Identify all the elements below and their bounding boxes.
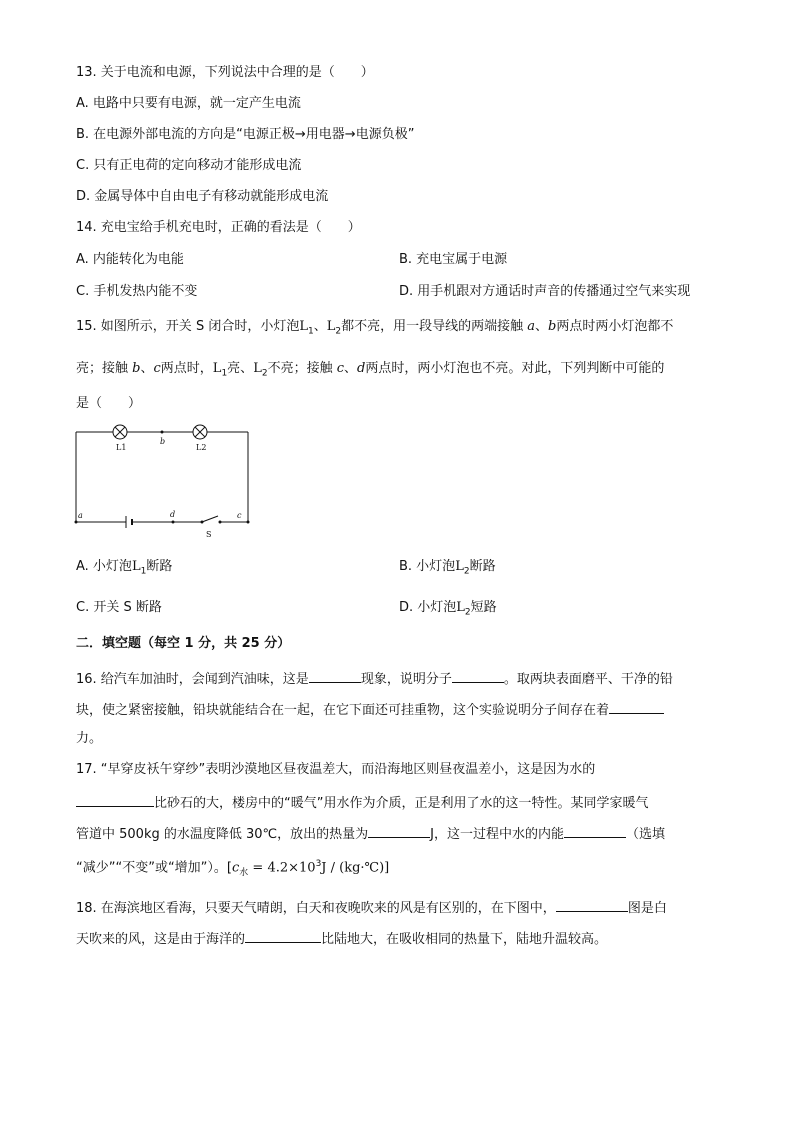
q14-option-b: B. 充电宝属于电源 xyxy=(399,252,508,267)
q17-line-3: 管道中 500kg 的水温度降低 30℃，放出的热量为 J，这一过程中水的内能 （选填 xyxy=(76,823,665,844)
q17-line-1: 17. “早穿皮袄午穿纱”表明沙漠地区昼夜温差大，而沿海地区则昼夜温差小，这是因为水的 xyxy=(76,762,596,777)
blank-17-3[interactable] xyxy=(564,823,626,838)
q17-line-2: 比砂石的大，楼房中的“暖气”用水作为介质，正是利用了水的这一特性。某同学家暖气 xyxy=(76,792,648,813)
blank-16-1[interactable] xyxy=(309,668,361,683)
blank-17-1[interactable] xyxy=(76,792,154,807)
label-a: a xyxy=(78,511,83,520)
section-title: 二．填空题（每空 1 分，共 25 分） xyxy=(76,636,291,651)
q15-line-1: 15. 如图所示，开关 S 闭合时，小灯泡$L_1$、$L_2$都不亮，用一段导线的两端接触 a、b两点时两小灯泡都不 xyxy=(76,319,674,337)
q18-line-1: 18. 在海滨地区看海，只要天气晴朗，白天和夜晚吹来的风是有区别的，在下图中， 图是白 xyxy=(76,897,667,918)
circuit-diagram xyxy=(70,420,260,545)
blank-17-2[interactable] xyxy=(368,823,430,838)
label-l2: L2 xyxy=(196,443,207,452)
q14-option-d: D. 用手机跟对方通话时声音的传播通过空气来实现 xyxy=(399,284,691,299)
blank-18-2[interactable] xyxy=(245,928,321,943)
q15-option-c: C. 开关 S 断路 xyxy=(76,600,162,615)
label-l1: L1 xyxy=(116,443,127,452)
switch-contact xyxy=(219,521,222,524)
label-s: S xyxy=(206,530,212,539)
q16-line-2: 块，使之紧密接触，铅块就能结合在一起，在它下面还可挂重物，这个实验说明分子间存在着 xyxy=(76,699,664,720)
node-b xyxy=(161,431,164,434)
label-d: d xyxy=(170,510,176,519)
label-b: b xyxy=(160,437,166,446)
blank-16-2[interactable] xyxy=(452,668,504,683)
q13-option-d: D. 金属导体中自由电子有移动就能形成电流 xyxy=(76,189,329,204)
q13-stem: 13. 关于电流和电源，下列说法中合理的是（ ） xyxy=(76,65,374,80)
q18-line-2: 天吹来的风，这是由于海洋的 比陆地大，在吸收相同的热量下，陆地升温较高。 xyxy=(76,928,607,949)
label-c: c xyxy=(237,511,242,520)
q13-option-b: B. 在电源外部电流的方向是“电源正极→用电器→电源负极” xyxy=(76,127,415,142)
q15-option-b: B. 小灯泡$L_2$断路 xyxy=(399,559,496,577)
node-d xyxy=(172,521,175,524)
q15-line-2: 亮；接触 b、c两点时，$L_1$亮、$L_2$不亮；接触 c、d两点时，两小灯泡也不亮。对此，下列判断中可能的 xyxy=(76,361,665,379)
q15-option-d: D. 小灯泡$L_2$短路 xyxy=(399,600,497,618)
q14-option-c: C. 手机发热内能不变 xyxy=(76,284,198,299)
q14-stem: 14. 充电宝给手机充电时，正确的看法是（ ） xyxy=(76,220,361,235)
switch-pivot xyxy=(201,521,204,524)
q16-line-1: 16. 给汽车加油时，会闻到汽油味，这是 现象，说明分子 。取两块表面磨平、干净的铅 xyxy=(76,668,673,689)
switch-blade xyxy=(202,516,218,522)
q17-line-4: “减少”“不变”或“增加”）。[$c_水 = 4.2\times 10^3J$ / (kg·℃)] xyxy=(76,859,390,878)
blank-16-3[interactable] xyxy=(609,699,664,714)
q16-line-3: 力。 xyxy=(76,731,103,746)
q14-option-a: A. 内能转化为电能 xyxy=(76,252,184,267)
node-a xyxy=(75,521,78,524)
blank-18-1[interactable] xyxy=(556,897,628,912)
node-c xyxy=(247,521,250,524)
q15-line-3: 是（ ） xyxy=(76,396,142,411)
q13-option-c: C. 只有正电荷的定向移动才能形成电流 xyxy=(76,158,302,173)
q15-option-a: A. 小灯泡$L_1$断路 xyxy=(76,559,173,577)
q13-option-a: A. 电路中只要有电源，就一定产生电流 xyxy=(76,96,301,111)
